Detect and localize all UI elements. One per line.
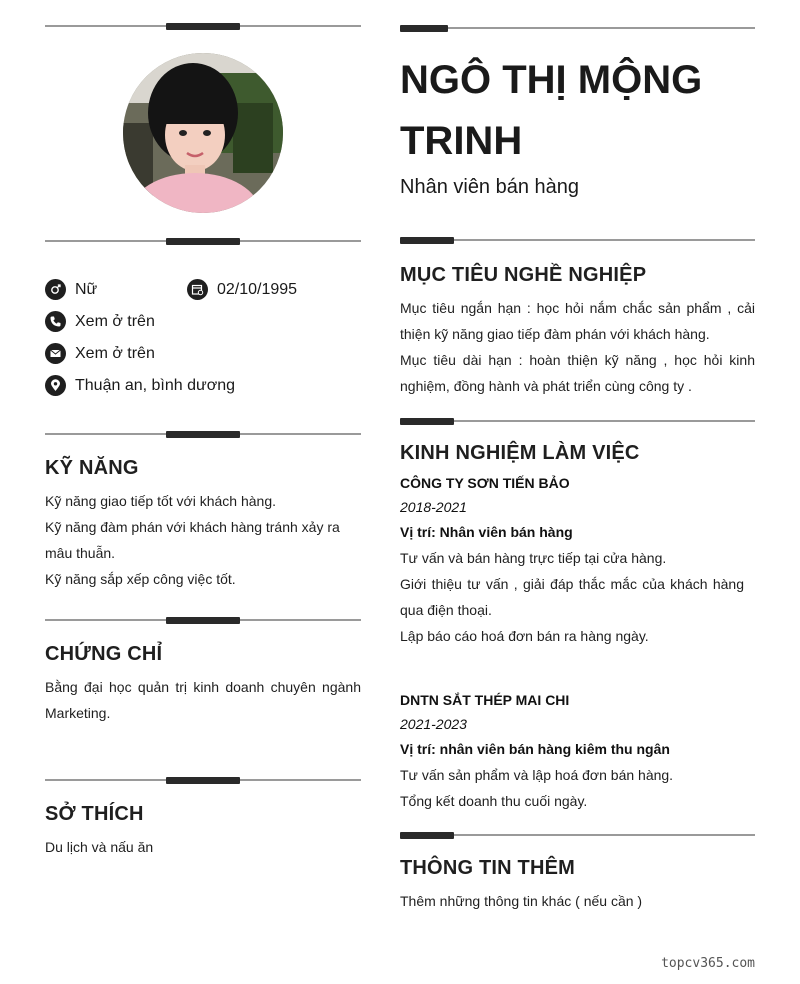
hobbies-list [45,834,361,860]
contact-email [45,343,155,364]
gender-value: Nữ [75,280,98,298]
job-period: 2021-2023 [400,716,467,732]
job-duty: Giới thiệu tư vấn , giải đáp thắc mắc của khách hàng qua điện thoại. [400,576,744,618]
certificates-list [45,674,361,726]
email-value: Xem ở trên [75,344,155,362]
contact-birthday [187,279,297,300]
hobby-item: Du lịch và nấu ăn [45,839,154,855]
job-duty: Tổng kết doanh thu cuối ngày. [400,793,588,809]
objective-title: MỤC TIÊU NGHỀ NGHIỆP [400,264,647,286]
skills-list [45,488,345,592]
top-left-divider [45,23,361,30]
experience-title: KINH NGHIỆM LÀM VIỆC [400,442,640,464]
calendar-icon [187,279,208,300]
objective-item: Mục tiêu dài hạn : hoàn thiện kỹ năng , học hỏi kinh nghiệm, đồng hành và phát triển cùng công ty . [400,352,755,394]
contact-phone [45,311,155,332]
additional-item: Thêm những thông tin khác ( nếu cần ) [400,893,643,909]
hobbies-title: SỞ THÍCH [45,803,144,825]
watermark: topcv365.com [661,956,755,971]
contact-address [45,375,235,396]
objective-list [400,295,755,399]
gender-icon [45,279,66,300]
contact-divider [45,431,361,438]
additional-list [400,888,755,914]
additional-title: THÔNG TIN THÊM [400,857,576,879]
phone-icon [45,311,66,332]
contact-gender [45,279,97,300]
avatar [123,53,283,213]
skill-item: Kỹ năng sắp xếp công việc tốt. [45,571,236,587]
skill-item: Kỹ năng giao tiếp tốt với khách hàng. [45,493,276,509]
job-period: 2018-2021 [400,499,467,515]
address-value: Thuận an, bình dương [75,376,235,394]
full-name [400,50,760,172]
mail-icon [45,343,66,364]
location-icon [45,375,66,396]
birthday-value: 02/10/1995 [217,280,298,298]
experience-divider [400,832,755,839]
name-line-2: TRINH [400,119,523,163]
job-position: Vị trí: nhân viên bán hàng kiêm thu ngân [400,741,670,757]
job-duty: Tư vấn và bán hàng trực tiếp tại cửa hàng. [400,550,667,566]
job-company: CÔNG TY SƠN TIẾN BẢO [400,475,570,491]
top-right-divider [400,25,755,32]
skills-title: KỸ NĂNG [45,457,139,479]
job-company: DNTN SẮT THÉP MAI CHI [400,692,570,708]
skill-item: Kỹ năng đàm phán với khách hàng tránh xảy ra mâu thuẫn. [45,519,340,561]
certificates-divider [45,777,361,784]
skills-divider [45,617,361,624]
name-line-1: NGÔ THỊ MỘNG [400,58,703,102]
phone-value: Xem ở trên [75,312,155,330]
job-position: Vị trí: Nhân viên bán hàng [400,524,573,540]
avatar-divider [45,238,361,245]
objective-divider [400,418,755,425]
certificate-item: Bằng đại học quản trị kinh doanh chuyên ngành Marketing. [45,679,361,721]
job-description [400,545,744,649]
job-duty: Tư vấn sản phẩm và lập hoá đơn bán hàng. [400,767,674,783]
job-duty: Lập báo cáo hoá đơn bán ra hàng ngày. [400,628,649,644]
job-title: Nhân viên bán hàng [400,176,580,198]
header-divider [400,237,755,244]
certificates-title: CHỨNG CHỈ [45,643,163,665]
objective-item: Mục tiêu ngắn hạn : học hỏi nắm chắc sản phẩm , cải thiện kỹ năng giao tiếp đàm phán với khách hàng. [400,300,755,342]
job-description [400,762,744,814]
